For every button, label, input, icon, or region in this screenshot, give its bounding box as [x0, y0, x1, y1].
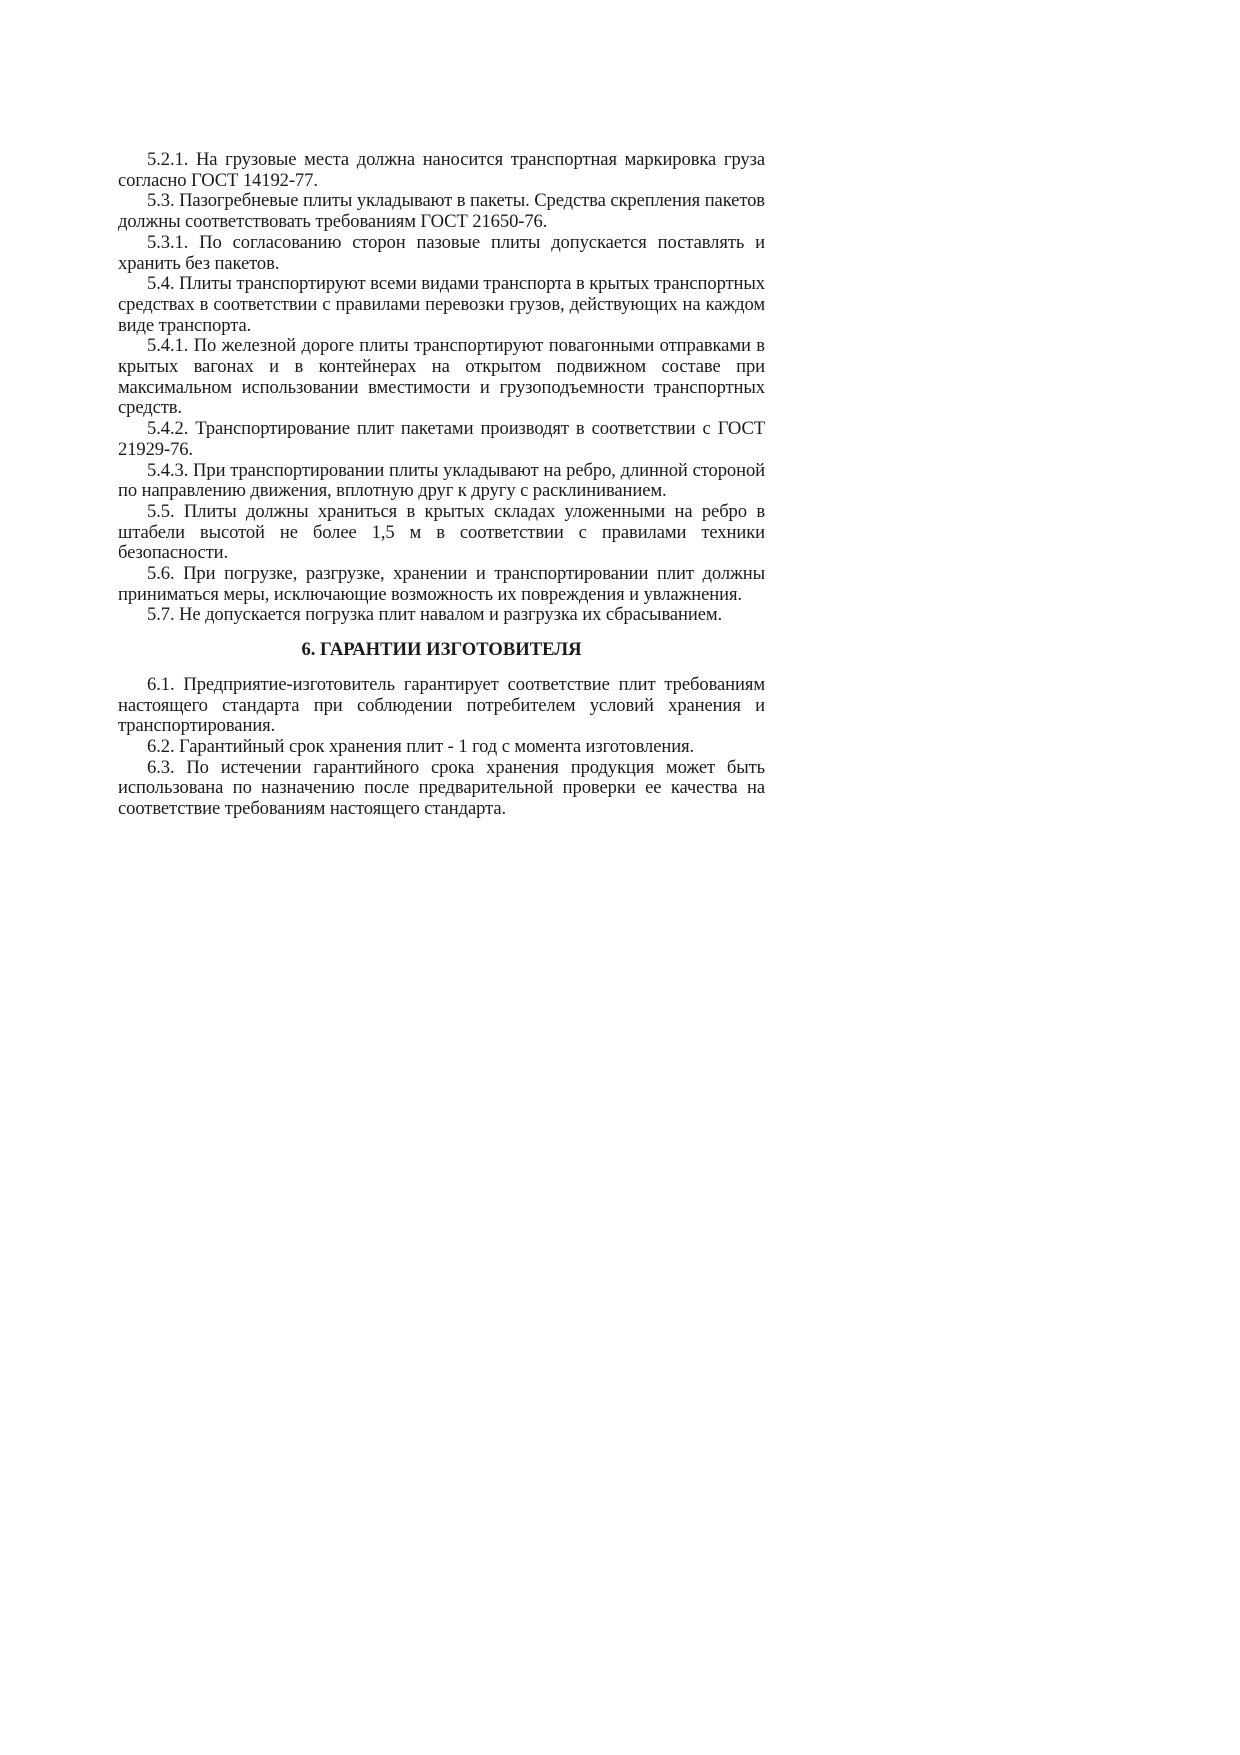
paragraph-5-3-1: 5.3.1. По согласованию сторон пазовые плиты допускается поставлять и хранить без пакетов. [118, 231, 765, 274]
paragraph-5-4-1: 5.4.1. По железной дороге плиты транспортируют повагонными отправками в крытых вагонах и в контейнерах на открытом подвижном составе при максимальном использовании вместимости и грузоподъемности транспортных средств. [118, 335, 765, 419]
section-6-heading: 6. ГАРАНТИИ ИЗГОТОВИТЕЛЯ [301, 639, 582, 661]
section-6-warranty [118, 675, 765, 820]
paragraph-5-4-3: 5.4.3. При транспортировании плиты укладывают на ребро, длинной стороной по направлению движения, вплотную друг к другу с расклиниванием. [118, 459, 765, 502]
paragraph-5-5: 5.5. Плиты должны храниться в крытых складах уложенными на ребро в штабели высотой не более 1,5 м в соответствии с правилами техники безопасности. [118, 500, 765, 564]
paragraph-5-6: 5.6. При погрузке, разгрузке, хранении и транспортировании плит должны приниматься меры, исключающие возможность их повреждения и увлажнения. [118, 563, 765, 605]
paragraph-5-7: 5.7. Не допускается погрузка плит навалом и разгрузка их сбрасыванием. [147, 604, 723, 626]
document-page [118, 150, 765, 820]
paragraph-5-3: 5.3. Пазогребневые плиты укладывают в пакеты. Средства скрепления пакетов должны соответствовать требованиям ГОСТ 21650-76. [118, 190, 765, 233]
paragraph-6-3: 6.3. По истечении гарантийного срока хранения продукция может быть использована по назначению после предварительной проверки ее качества на соответствие требованиям настоящего стандарта. [118, 756, 765, 820]
paragraph-5-2-1: 5.2.1. На грузовые места должна наносится транспортная маркировка груза согласно ГОСТ 14192-77. [118, 149, 765, 191]
paragraph-5-4-2: 5.4.2. Транспортирование плит пакетами производят в соответствии с ГОСТ 21929-76. [118, 418, 765, 460]
paragraph-6-2: 6.2. Гарантийный срок хранения плит - 1 год с момента изготовления. [147, 735, 695, 757]
section-5-transport-storage [118, 150, 765, 626]
paragraph-5-4: 5.4. Плиты транспортируют всеми видами транспорта в крытых транспортных средствах в соответствии с правилами перевозки грузов, действующих на каждом виде транспорта. [118, 273, 765, 336]
paragraph-6-1: 6.1. Предприятие-изготовитель гарантирует соответствие плит требованиям настоящего стандарта при соблюдении потребителем условий хранения и транспортирования. [118, 673, 765, 737]
